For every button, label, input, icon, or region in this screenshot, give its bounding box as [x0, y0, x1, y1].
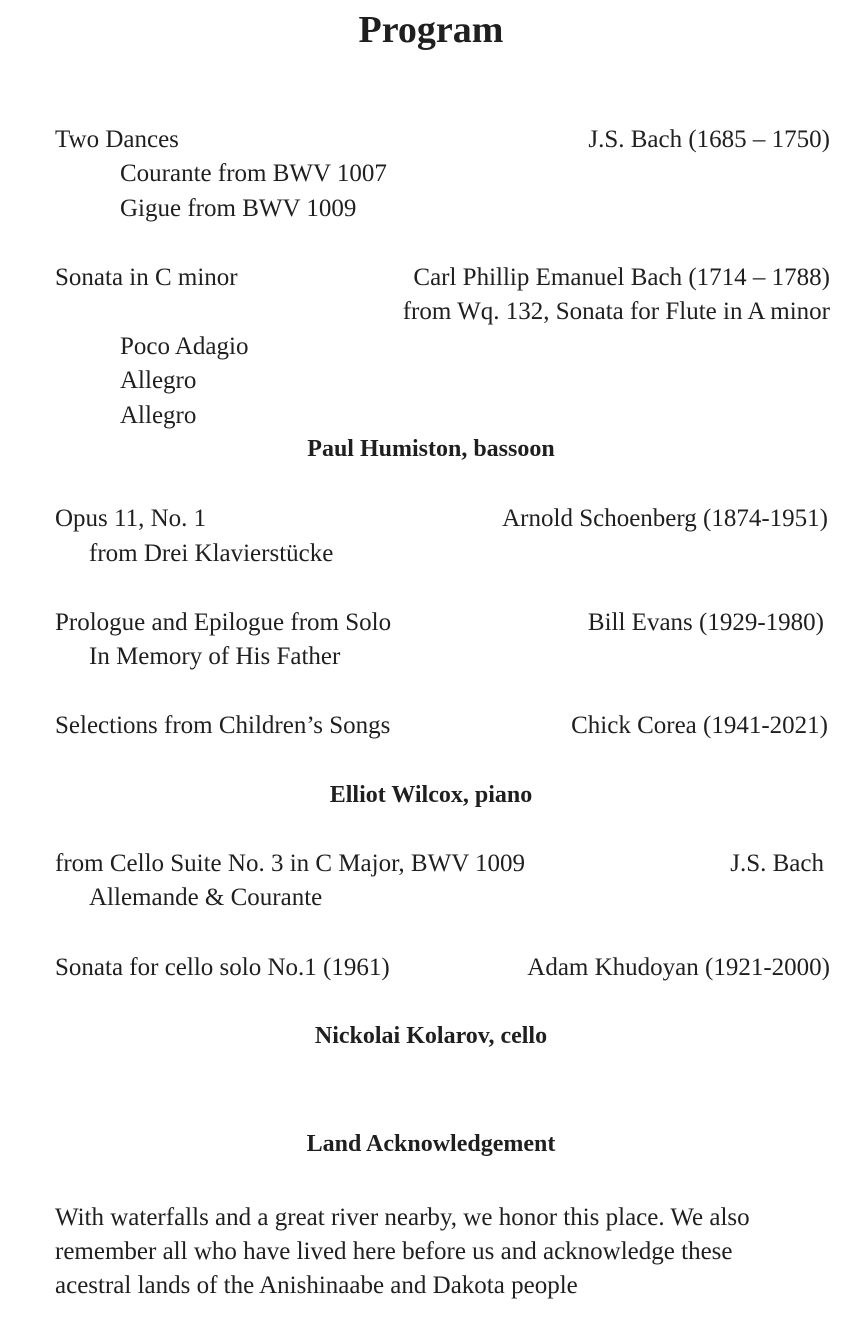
page-title: Program [358, 9, 504, 51]
piece-title: Opus 11, No. 1 [55, 505, 207, 532]
paragraph-line: With waterfalls and a great river nearby, we honor this place. We also [55, 1204, 750, 1231]
piece-title: Sonata in C minor [55, 264, 238, 291]
performer-credit: Elliot Wilcox, piano [329, 782, 533, 808]
piece-composer: Arnold Schoenberg (1874-1951) [502, 505, 828, 532]
movement: Gigue from BWV 1009 [120, 195, 357, 222]
piece-title: Two Dances [55, 126, 179, 153]
section-heading: Land Acknowledgement [306, 1131, 556, 1157]
piece-title: Sonata for cello solo No.1 (1961) [55, 954, 390, 981]
movement: Allegro [120, 402, 197, 429]
performer-credit: Paul Humiston, bassoon [307, 436, 555, 462]
piece-composer: Chick Corea (1941-2021) [571, 712, 828, 739]
piece-composer: J.S. Bach (1685 – 1750) [588, 126, 830, 153]
composer-note: from Wq. 132, Sonata for Flute in A minor [402, 298, 830, 325]
piece-composer: Carl Phillip Emanuel Bach (1714 – 1788) [413, 264, 830, 291]
piece-subtitle: Allemande & Courante [89, 884, 323, 911]
movement: Courante from BWV 1007 [120, 160, 387, 187]
piece-title: Selections from Children’s Songs [55, 712, 391, 739]
performer-credit: Nickolai Kolarov, cello [314, 1023, 548, 1049]
piece-composer: J.S. Bach [730, 850, 824, 877]
piece-title: from Cello Suite No. 3 in C Major, BWV 1009 [55, 850, 526, 877]
movement: Poco Adagio [120, 333, 249, 360]
piece-title: Prologue and Epilogue from Solo [55, 609, 392, 636]
movement: Allegro [120, 367, 197, 394]
piece-composer: Adam Khudoyan (1921-2000) [527, 954, 830, 981]
piece-composer: Bill Evans (1929-1980) [587, 609, 824, 636]
piece-subtitle: In Memory of His Father [89, 643, 341, 670]
piece-subtitle: from Drei Klavierstücke [89, 540, 334, 567]
paragraph-line: acestral lands of the Anishinaabe and Dakota people [55, 1272, 578, 1299]
land-acknowledgement-text [55, 1201, 845, 1303]
paragraph-line: remember all who have lived here before us and acknowledge these [55, 1238, 733, 1265]
